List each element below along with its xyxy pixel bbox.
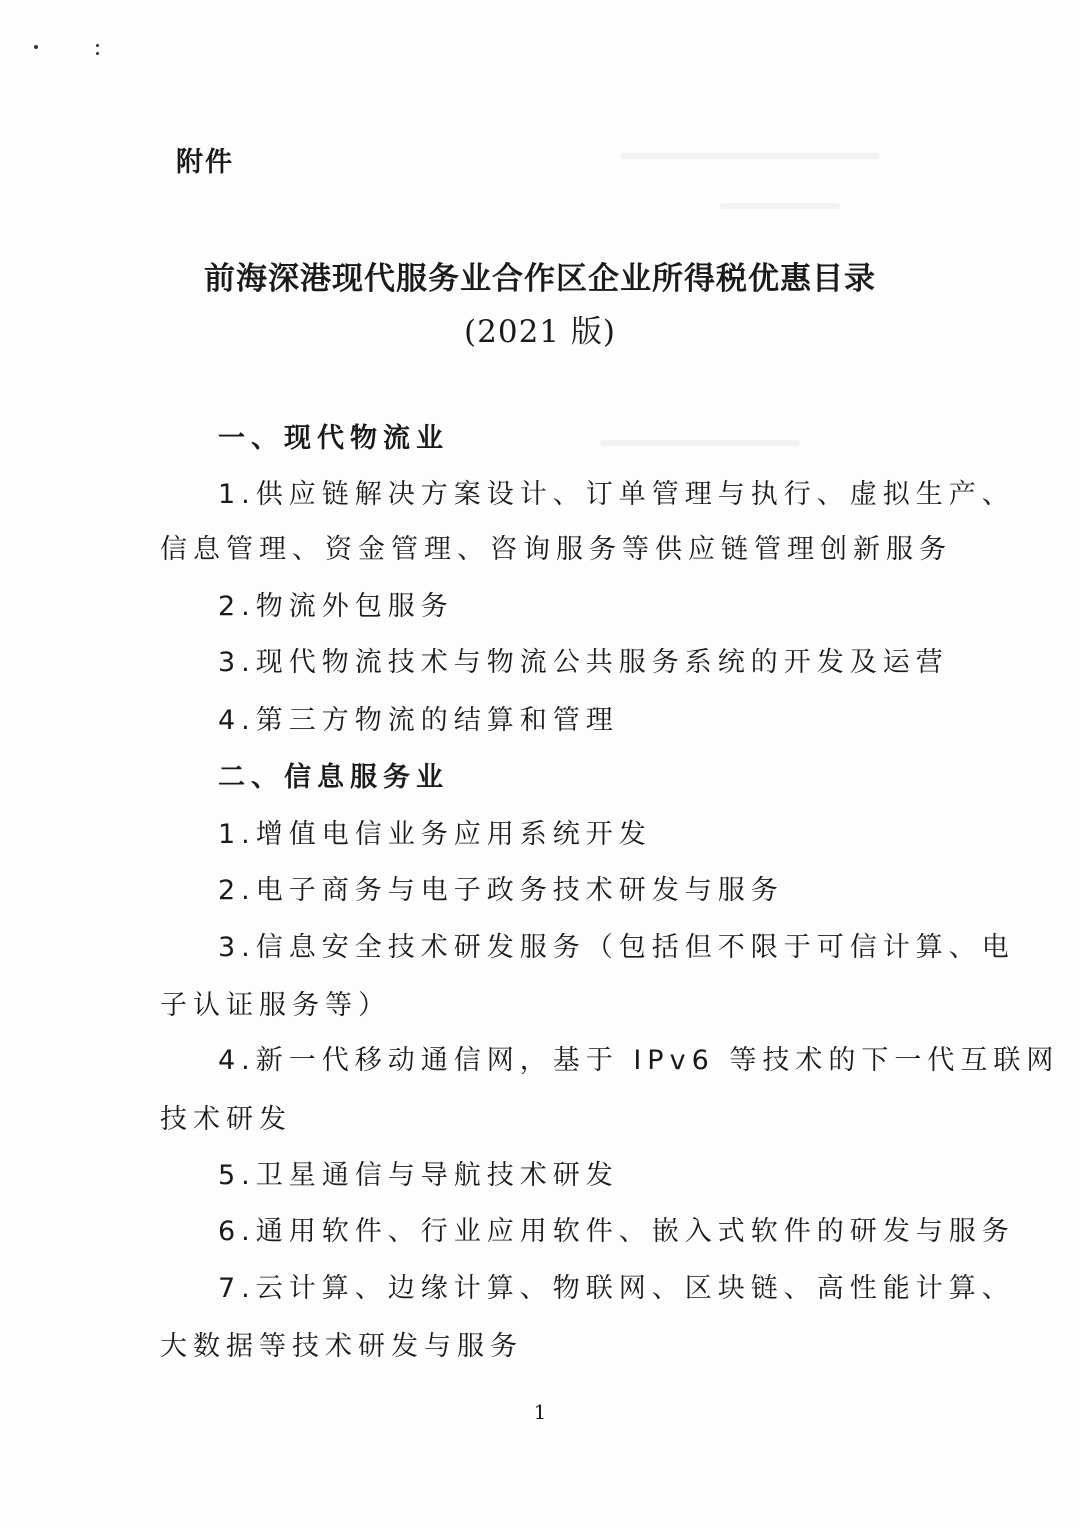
- list-item: 5.卫星通信与导航技术研发: [218, 1160, 619, 1191]
- bleed-through-mark: [600, 440, 800, 446]
- page-number: 1: [533, 1400, 547, 1424]
- list-item: 4.新一代移动通信网，基于 IPv6 等技术的下一代互联网: [218, 1045, 1060, 1076]
- list-item: 2.物流外包服务: [218, 591, 454, 622]
- section-heading: 一、现代物流业: [218, 423, 449, 454]
- list-item: 4.第三方物流的结算和管理: [218, 705, 619, 736]
- attachment-label: 附件: [176, 147, 234, 178]
- list-item-continuation: 子认证服务等）: [160, 990, 391, 1021]
- scan-speck: [34, 45, 38, 49]
- list-item-continuation: 技术研发: [160, 1104, 292, 1135]
- list-item: 6.通用软件、行业应用软件、嵌入式软件的研发与服务: [218, 1216, 1015, 1247]
- list-item: 1.增值电信业务应用系统开发: [218, 819, 652, 850]
- bleed-through-mark: [620, 153, 880, 159]
- list-item: 3.信息安全技术研发服务（包括但不限于可信计算、电: [218, 932, 1015, 963]
- scan-speck: [96, 52, 99, 55]
- list-item-continuation: 信息管理、资金管理、咨询服务等供应链管理创新服务: [160, 534, 952, 565]
- list-item: 2.电子商务与电子政务技术研发与服务: [218, 875, 784, 906]
- list-item-continuation: 大数据等技术研发与服务: [160, 1331, 523, 1362]
- scan-speck: [96, 44, 99, 47]
- bleed-through-mark: [720, 203, 840, 209]
- document-subtitle: (2021 版): [464, 314, 616, 350]
- list-item: 7.云计算、边缘计算、物联网、区块链、高性能计算、: [218, 1273, 1015, 1304]
- list-item: 1.供应链解决方案设计、订单管理与执行、虚拟生产、: [218, 479, 1015, 510]
- section-heading: 二、信息服务业: [218, 762, 449, 793]
- list-item: 3.现代物流技术与物流公共服务系统的开发及运营: [218, 647, 949, 678]
- document-title: 前海深港现代服务业合作区企业所得税优惠目录: [204, 261, 876, 297]
